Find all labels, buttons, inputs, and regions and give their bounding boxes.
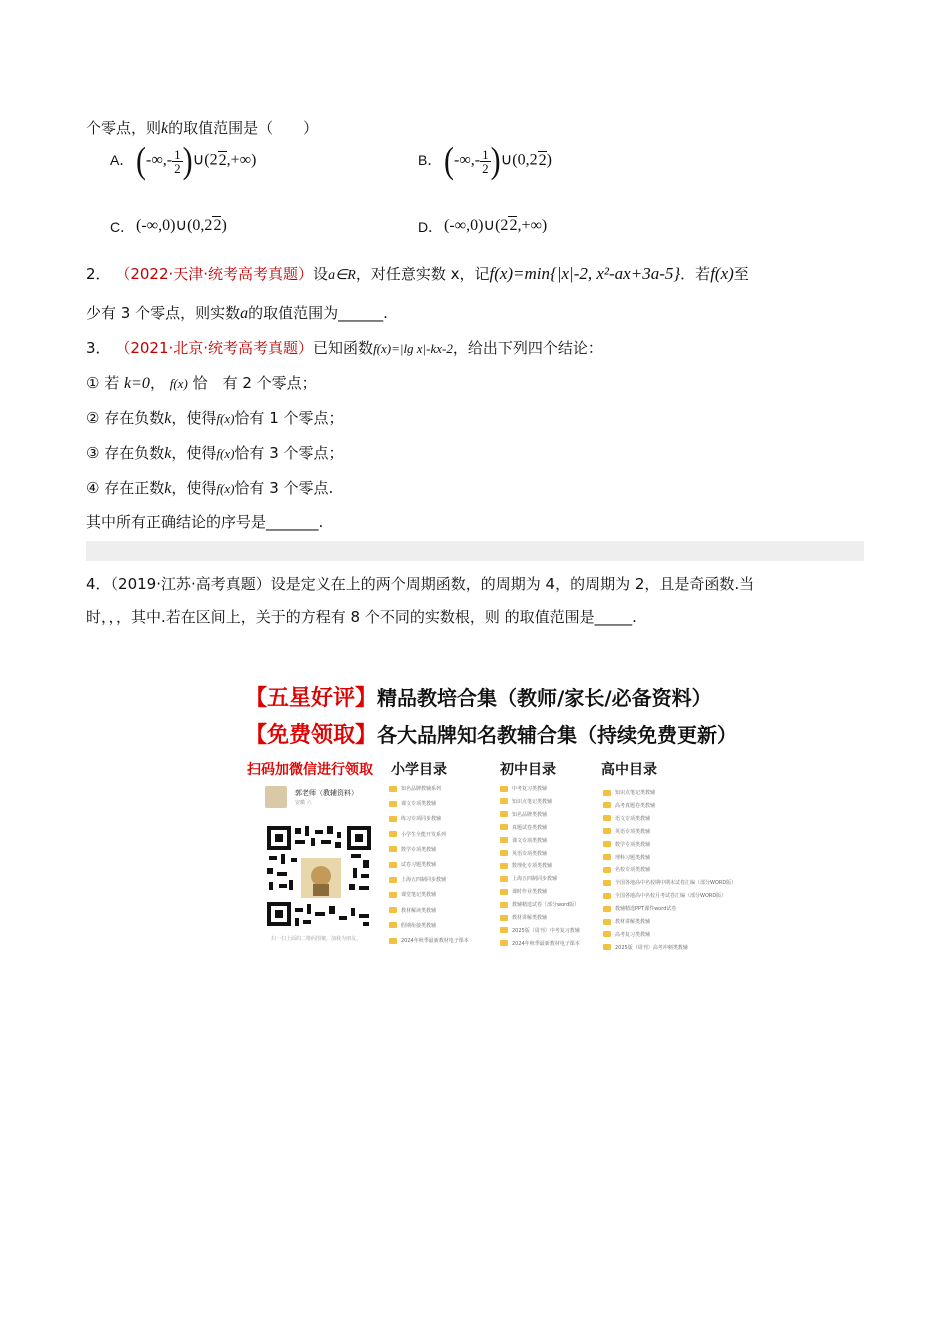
folder-list-item[interactable] xyxy=(603,877,736,889)
q3-source: （2021·北京·统考高考真题） xyxy=(115,339,314,357)
folder-list-item[interactable] xyxy=(500,822,547,834)
folder-label: 上海五四制同步教辅 xyxy=(512,876,558,883)
folder-label: 试卷习题类教辅 xyxy=(401,862,437,868)
q3-item-cond: k=0 xyxy=(124,375,150,392)
folder-list-item[interactable] xyxy=(500,848,547,860)
folder-label: 2025版（周刊）中考复习教辅 xyxy=(512,927,580,934)
folder-icon xyxy=(500,940,508,946)
folder-label: 数学专项类教辅 xyxy=(615,841,651,848)
q3-item-cond: k xyxy=(164,410,172,427)
q3-item-mark: ④ xyxy=(86,479,100,497)
folder-icon xyxy=(603,828,611,834)
folder-list-item[interactable] xyxy=(500,809,547,821)
folder-icon xyxy=(500,811,508,817)
folder-icon xyxy=(603,944,611,950)
q1-text2: 的取值范围是（ ） xyxy=(168,119,319,137)
folder-icon xyxy=(500,915,508,921)
folder-list-item[interactable] xyxy=(603,787,655,799)
folder-icon xyxy=(603,802,611,808)
folder-list-item[interactable] xyxy=(603,903,676,915)
folder-icon xyxy=(603,931,611,937)
q3-text2: ，给出下列四个结论： xyxy=(452,339,603,357)
folder-icon xyxy=(603,880,611,886)
folder-label: 课堂笔记类教辅 xyxy=(401,892,437,899)
folder-icon xyxy=(500,876,508,882)
q3-item-pre: 存在负数 xyxy=(104,409,165,427)
folder-icon xyxy=(389,816,397,822)
folder-list-item[interactable] xyxy=(603,942,688,954)
q3-item-2 xyxy=(86,407,344,428)
q1-var-k: k xyxy=(161,120,169,137)
option-a-expr: (-∞,- $\frac{1}{2}$ )∪(22,+∞) xyxy=(136,139,257,181)
folder-icon xyxy=(603,841,611,847)
folder-icon xyxy=(500,798,508,804)
q3-function: f(x)=|lg x|-kx-2 xyxy=(373,341,453,356)
promo-row-2 xyxy=(245,718,737,749)
option-letter: B． xyxy=(418,152,442,168)
q3-item-sep: ，使得 xyxy=(171,444,217,462)
q3-item-fx: f(x) xyxy=(169,376,188,391)
folder-list-item[interactable] xyxy=(500,938,580,950)
q3-text: 已知函数 xyxy=(313,339,374,357)
folder-icon xyxy=(500,786,508,792)
folder-icon xyxy=(389,801,397,807)
folder-list-item[interactable] xyxy=(603,864,650,876)
q4-line2: 时，，，其中.若在区间上，关于的方程有 8 个不同的实数根，则 的取值范围是_____. xyxy=(86,608,637,626)
folder-list-item[interactable] xyxy=(500,925,580,937)
q2-text2: ，对任意实数 x，记 xyxy=(355,265,490,283)
option-c[interactable] xyxy=(110,217,227,237)
contact-sub: 安徽 六 xyxy=(295,800,312,806)
promo-row2-badge: 【免费领取】 xyxy=(245,722,378,748)
q1-tail xyxy=(86,117,318,138)
folder-list-item[interactable] xyxy=(603,813,650,825)
q2-source: （2022·天津·统考高考真题） xyxy=(115,265,314,283)
promo-row1-text: 精品教培合集（教师/家长/必备资料） xyxy=(377,686,712,710)
promo-scan-label: 扫码加微信进行领取 xyxy=(247,762,373,778)
promo-col-title-middle: 初中目录 xyxy=(500,762,556,778)
folder-icon xyxy=(603,790,611,796)
folder-label: 小学生全能开发系列 xyxy=(401,831,447,838)
folder-label: 知识点笔记类教辅 xyxy=(512,798,553,805)
folder-label: 2024年秋季最新教材电子课本 xyxy=(401,938,469,944)
folder-list-item[interactable] xyxy=(500,783,547,795)
folder-list-item[interactable] xyxy=(500,796,552,808)
folder-icon xyxy=(603,815,611,821)
q3-item-sep: ， xyxy=(149,374,165,392)
folder-label: 课时作业类教辅 xyxy=(512,889,548,896)
q3-item-post: 恰有 3 个零点. xyxy=(234,479,334,497)
q3-item-cond: k xyxy=(164,480,172,497)
folder-list-item[interactable] xyxy=(389,905,436,917)
folder-list-item[interactable] xyxy=(603,839,650,851)
folder-list-item[interactable] xyxy=(389,844,436,856)
folder-icon xyxy=(389,892,397,898)
folder-list-item[interactable] xyxy=(389,874,446,886)
folder-icon xyxy=(389,831,397,837)
folder-icon xyxy=(603,854,611,860)
folder-icon xyxy=(389,907,397,913)
q3-number: 3． xyxy=(86,339,111,357)
folder-list-item[interactable] xyxy=(603,852,650,864)
folder-label: 高考复习类教辅 xyxy=(615,931,651,938)
q3-item-4 xyxy=(86,477,333,498)
q4-line1-text: 设是定义在上的两个周期函数，的周期为 4，的周期为 2，且是奇函数.当 xyxy=(270,575,755,593)
promo-row1-badge: 【五星好评】 xyxy=(245,685,378,711)
folder-label: 名校专项类教辅 xyxy=(615,867,651,874)
folder-icon xyxy=(500,927,508,933)
option-a[interactable] xyxy=(110,139,257,181)
q3-item-post: 恰有 3 个零点； xyxy=(234,444,344,462)
folder-list-item[interactable] xyxy=(603,826,650,838)
folder-label: 真题试卷类教辅 xyxy=(512,824,548,831)
folder-icon xyxy=(389,922,397,928)
folder-label: 教辅精选PPT课件word试卷 xyxy=(615,906,677,913)
folder-list-item[interactable] xyxy=(389,829,446,841)
q2-line2 xyxy=(86,302,388,323)
folder-icon xyxy=(603,919,611,925)
q2-text3: ．若 xyxy=(680,265,711,283)
q2-fx: f(x) xyxy=(710,264,734,283)
folder-icon xyxy=(389,938,397,944)
folder-icon xyxy=(500,824,508,830)
q3-item-mark: ③ xyxy=(86,444,100,462)
promo-row-1 xyxy=(245,681,712,712)
folder-label: 假期衔接类教辅 xyxy=(401,922,437,929)
folder-list-item[interactable] xyxy=(603,890,726,902)
folder-list-item[interactable] xyxy=(603,929,650,941)
q3-item-pre: 存在正数 xyxy=(104,479,165,497)
folder-label: 知名品牌教辅系列 xyxy=(401,786,442,792)
folder-label: 全国各地高中名校月考试卷汇编（部分WORD版） xyxy=(615,893,727,900)
folder-icon xyxy=(500,837,508,843)
q3-item-pre: 若 xyxy=(104,374,120,392)
q2-line2-text: 少有 3 个零点，则实数 xyxy=(86,304,241,322)
folder-icon xyxy=(500,889,508,895)
q4-source: （2019·江苏·高考真题） xyxy=(110,575,271,593)
folder-label: 数学专项类教辅 xyxy=(401,846,437,853)
q2-line1 xyxy=(86,263,749,284)
option-letter: D． xyxy=(418,219,443,235)
q3-item-1 xyxy=(86,372,317,393)
folder-label: 全国各地高中名校期中期末试卷汇编（部分WORD版） xyxy=(615,880,737,887)
q2-function: f(x)=min{|x|-2, x²-ax+3a-5} xyxy=(489,264,681,283)
folder-icon xyxy=(500,850,508,856)
option-letter: C． xyxy=(110,219,135,235)
folder-icon xyxy=(389,786,397,792)
q3-item-post: 恰 有 2 个零点； xyxy=(192,374,317,392)
folder-label: 英语专项类教辅 xyxy=(615,828,651,835)
q3-item-fx: f(x) xyxy=(216,481,235,496)
option-letter: A． xyxy=(110,152,134,168)
folder-label: 教辅精选试卷（部分word版） xyxy=(512,902,580,909)
folder-list-item[interactable] xyxy=(500,873,557,885)
q2-condition: a∈R xyxy=(328,268,356,283)
folder-list-item[interactable] xyxy=(389,889,436,901)
folder-list-item[interactable] xyxy=(500,899,579,911)
q3-item-sep: ，使得 xyxy=(171,409,217,427)
qr-caption: 扫一扫上面的二维码图案，加我为朋友。 xyxy=(271,936,362,942)
q2-text: 设 xyxy=(313,265,329,283)
qr-code-icon[interactable] xyxy=(265,824,373,928)
q3-item-mark: ② xyxy=(86,409,100,427)
folder-icon xyxy=(500,902,508,908)
folder-label: 练习专项同步教辅 xyxy=(401,816,442,823)
folder-label: 知名品牌类教辅 xyxy=(512,811,548,818)
folder-label: 2024年秋季最新教材电子课本 xyxy=(512,940,580,947)
folder-icon xyxy=(603,867,611,873)
folder-list-item[interactable] xyxy=(500,912,547,924)
folder-list-item[interactable] xyxy=(389,798,436,810)
folder-list-item[interactable] xyxy=(500,886,547,898)
q2-text4: 至 xyxy=(733,265,749,283)
folder-label: 高考真题卷类教辅 xyxy=(615,802,656,809)
folder-label: 英语专项类教辅 xyxy=(512,850,548,857)
promo-col-title-high: 高中目录 xyxy=(601,762,657,778)
folder-label: 教材讲解类教辅 xyxy=(512,915,548,921)
contact-avatar xyxy=(265,786,287,808)
folder-label: 课文专项类教辅 xyxy=(512,837,548,844)
folder-label: 语文专项类教辅 xyxy=(615,815,651,822)
folder-icon xyxy=(389,862,397,868)
q2-answer-blank: 的取值范围为______. xyxy=(248,304,388,322)
folder-list-item[interactable] xyxy=(500,860,552,872)
q3-item-fx: f(x) xyxy=(216,411,235,426)
q2-number: 2． xyxy=(86,265,111,283)
option-c-expr: (-∞,0)∪(0,22) xyxy=(136,217,227,234)
q4-line1 xyxy=(86,573,754,594)
folder-label: 2025版（周刊）高考冲刺类教辅 xyxy=(615,944,688,951)
q3-line1 xyxy=(86,337,603,358)
folder-label: 中考复习类教辅 xyxy=(512,786,548,792)
folder-label: 教材解读类教辅 xyxy=(401,907,437,914)
q2-var-a: a xyxy=(240,305,249,322)
folder-label: 理科习题类教辅 xyxy=(615,854,651,861)
q3-item-sep: ，使得 xyxy=(171,479,217,497)
folder-list-item[interactable] xyxy=(603,800,655,812)
option-b-expr: (-∞,- $\frac{1}{2}$ )∪(0,22) xyxy=(444,139,552,181)
folder-label: 知识点笔记类教辅 xyxy=(615,790,656,796)
folder-list-item[interactable] xyxy=(389,859,436,871)
folder-icon xyxy=(500,863,508,869)
q3-item-3 xyxy=(86,442,344,463)
q3-ending: 其中所有正确结论的序号是_______. xyxy=(86,513,324,531)
option-d[interactable] xyxy=(418,217,548,237)
folder-list-item[interactable] xyxy=(603,916,650,928)
folder-label: 教材讲解类教辅 xyxy=(615,919,651,925)
folder-label: 上海五四制同步教辅 xyxy=(401,877,447,884)
folder-list-item[interactable] xyxy=(389,920,436,932)
option-d-expr: (-∞,0)∪(22,+∞) xyxy=(444,217,548,234)
folder-list-item[interactable] xyxy=(500,835,547,847)
q3-item-post: 恰有 1 个零点； xyxy=(234,409,344,427)
section-divider-bar xyxy=(86,541,864,561)
q3-item-mark: ① xyxy=(86,374,100,392)
folder-list-item[interactable] xyxy=(389,935,469,947)
promo-col-title-primary: 小学目录 xyxy=(391,762,447,778)
option-b[interactable] xyxy=(418,139,552,181)
q3-item-cond: k xyxy=(164,445,172,462)
q4-number: 4． xyxy=(86,575,111,593)
q3-item-pre: 存在负数 xyxy=(104,444,165,462)
folder-label: 课文专项类教辅 xyxy=(401,801,437,808)
q1-text: 个零点，则 xyxy=(86,119,162,137)
folder-icon xyxy=(389,877,397,883)
q3-item-fx: f(x) xyxy=(216,446,235,461)
contact-name: 郭老师（教辅资料） xyxy=(295,789,358,797)
folder-list-item[interactable] xyxy=(389,813,441,825)
folder-icon xyxy=(389,846,397,852)
folder-icon xyxy=(603,893,611,899)
promo-banner[interactable] xyxy=(243,677,738,951)
folder-label: 数理化专项类教辅 xyxy=(512,863,553,870)
folder-icon xyxy=(603,906,611,912)
promo-row2-text: 各大品牌知名教辅合集（持续免费更新） xyxy=(377,723,738,747)
folder-list-item[interactable] xyxy=(389,783,441,795)
